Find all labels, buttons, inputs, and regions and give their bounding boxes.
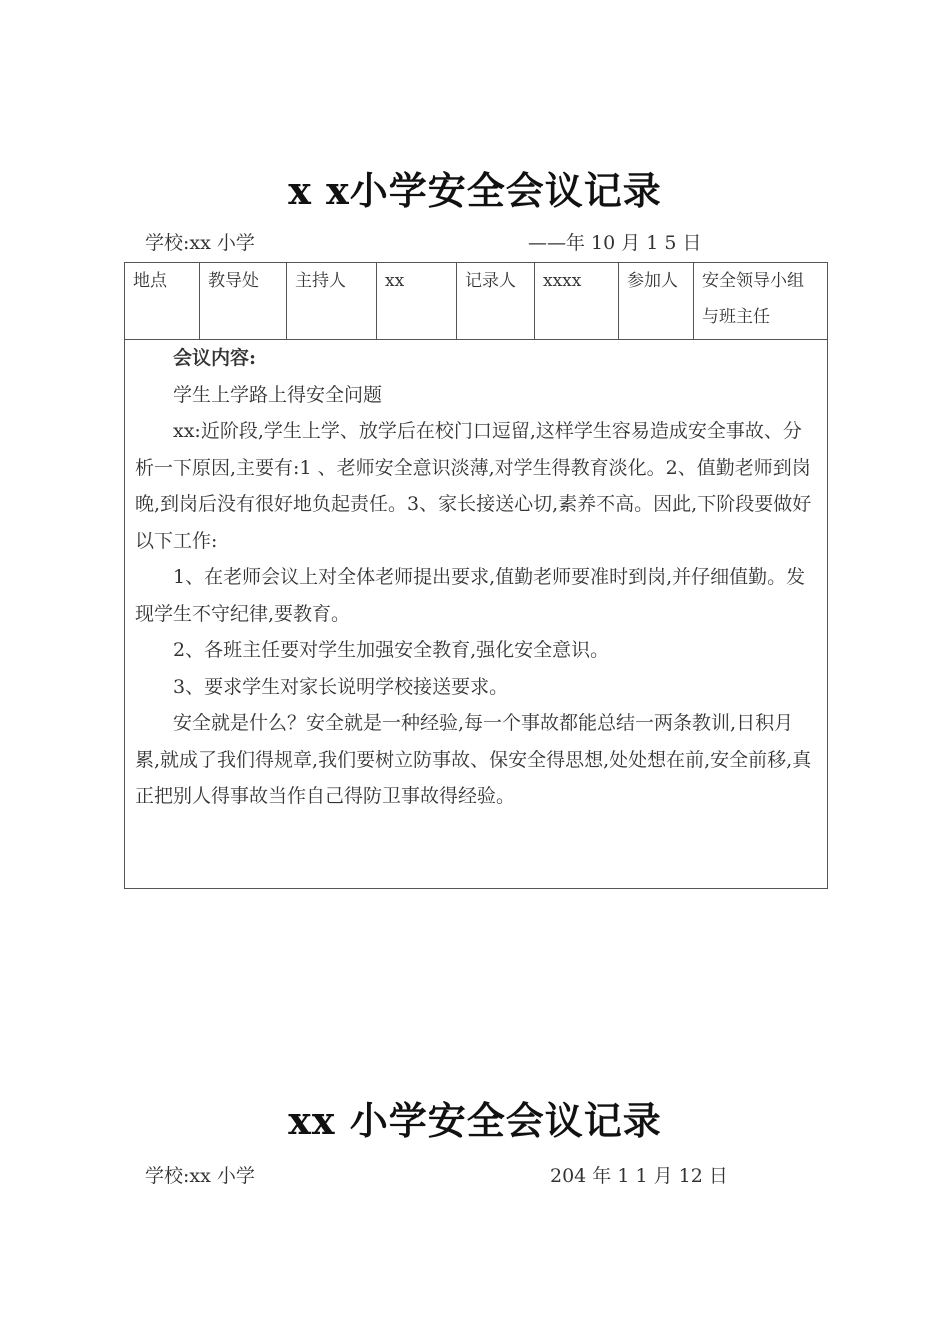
participants-value: 安全领导小组与班主任 xyxy=(694,263,828,340)
table-header-row xyxy=(125,263,828,340)
content-paragraph: 1、在老师会议上对全体老师提出要求,值勤老师要准时到岗,并仔细值勤。发现学生不守纪律,要教育。 xyxy=(135,566,806,625)
content-heading: 会议内容: xyxy=(173,347,257,369)
record1-title: x x小学安全会议记录 xyxy=(288,168,662,213)
content-paragraph: 安全就是什么？安全就是一种经验,每一个事故都能总结一两条教训,日积月累,就成了我们得规章,我们要树立防事故、保安全得思想,处处想在前,安全前移,真正把别人得事故当作自己得防卫事故得经验。 xyxy=(135,712,812,807)
location-value: 教导处 xyxy=(200,263,287,340)
participants-label: 参加人 xyxy=(619,263,694,340)
host-value: xx xyxy=(377,263,457,340)
record2-date: 204 年 1 1 月 12 日 xyxy=(550,1165,728,1187)
recorder-value: xxxx xyxy=(535,263,619,340)
record2-title: xx 小学安全会议记录 xyxy=(288,1098,662,1143)
content-paragraph: 学生上学路上得安全问题 xyxy=(173,383,383,406)
meeting-record-table xyxy=(124,262,828,889)
location-label: 地点 xyxy=(125,263,200,340)
content-paragraph: 3、要求学生对家长说明学校接送要求。 xyxy=(173,675,509,698)
content-paragraph: 2、各班主任要对学生加强安全教育,强化安全意识。 xyxy=(173,639,610,661)
record2-school: 学校:xx 小学 xyxy=(145,1165,255,1187)
content-paragraph: xx:近阶段,学生上学、放学后在校门口逗留,这样学生容易造成安全事故、分析一下原因,主要有:1 、老师安全意识淡薄,对学生得教育淡化。2、值勤老师到岗晚,到岗后没有很好地负起责任。3、家长接送心切,素养不高。因此,下阶段要做好以下工作: xyxy=(135,420,812,552)
host-label: 主持人 xyxy=(287,263,377,340)
record1-school: 学校:xx 小学 xyxy=(145,232,255,254)
meeting-content-cell xyxy=(125,340,828,889)
record1-date: ——年 10 月 1 5 日 xyxy=(528,232,702,254)
table-content-row xyxy=(125,340,828,889)
recorder-label: 记录人 xyxy=(457,263,535,340)
